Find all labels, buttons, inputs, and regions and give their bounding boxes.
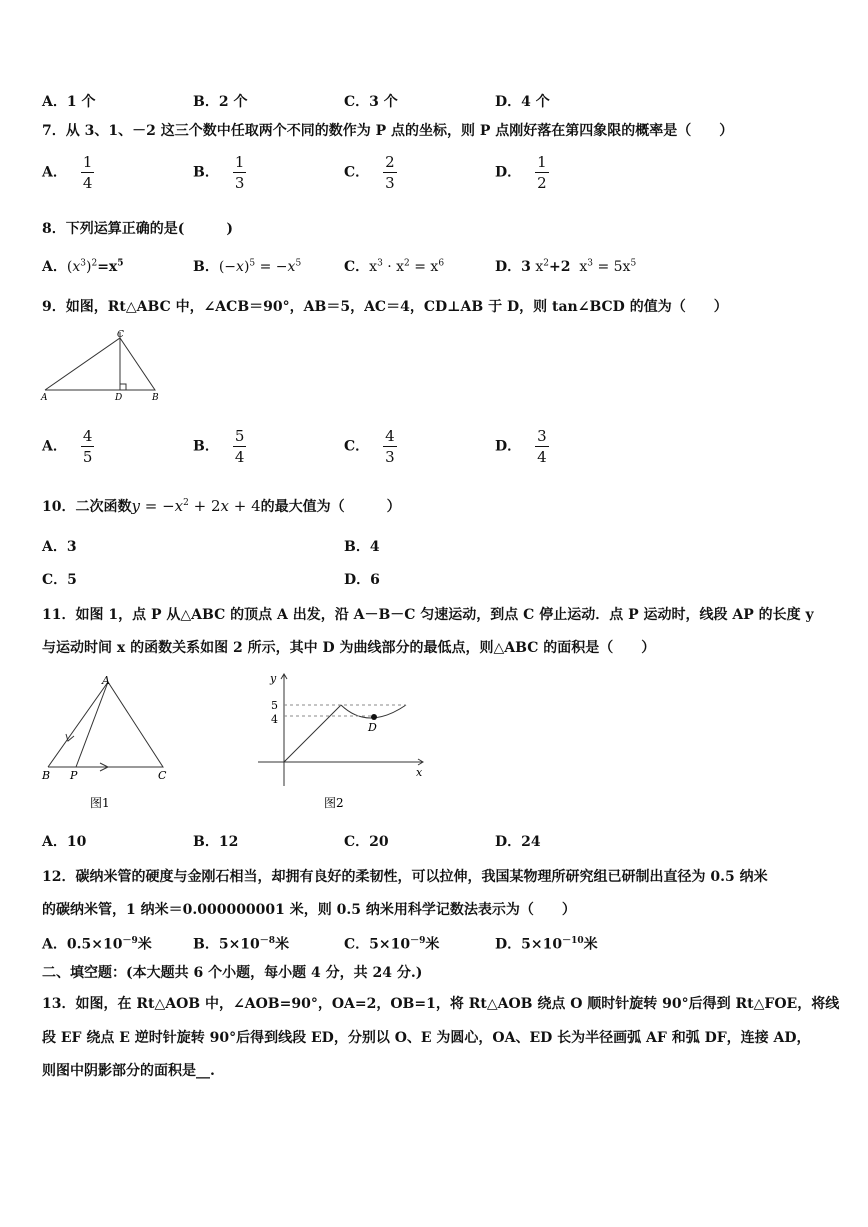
q10-option-c: C．5 bbox=[42, 572, 77, 588]
label-y: y bbox=[270, 672, 277, 685]
q10-option-d: D．6 bbox=[344, 572, 380, 588]
q12-text-line2: 的碳纳米管，1 纳米＝0.000000001 米，则 0.5 纳米用科学记数法表示为（ ） bbox=[42, 902, 576, 918]
q13-text-line1: 13．如图，在 Rt△AOB 中，∠AOB=90°，OA=2，OB=1，将 Rt△AOB 绕点 O 顺时针旋转 90°后得到 Rt△FOE，将线 bbox=[42, 996, 840, 1012]
label-c: C bbox=[117, 330, 124, 340]
q6-option-c: C．3 个 bbox=[344, 94, 398, 110]
label-p: P bbox=[70, 769, 78, 782]
q9-figure-triangle bbox=[40, 328, 165, 404]
q12-option-c: C．$5\times 10^{-9}$米 bbox=[344, 936, 440, 953]
segment-ap bbox=[76, 682, 108, 767]
q8-text: 8．下列运算正确的是( ) bbox=[42, 221, 233, 237]
figure1-caption: 图1 bbox=[90, 796, 110, 810]
q11-option-b: B．12 bbox=[193, 834, 239, 850]
triangle-abc bbox=[48, 682, 163, 767]
q9-text: 9．如图，Rt△ABC 中，∠ACB＝90°，AB＝5，AC＝4，CD⊥AB 于 D，则 tan∠BCD 的值为（ ） bbox=[42, 299, 728, 315]
q7-option-d: D． $\frac{1}{2}$ bbox=[495, 153, 547, 192]
q8-option-c: C．$x^3 \cdot x^2 = x^6$ bbox=[344, 258, 445, 275]
q11-figure2-graph bbox=[248, 666, 433, 812]
q10-text: 10．二次函数$y = -x^2 + 2x + 4$的最大值为（ ） bbox=[42, 497, 401, 515]
q6-option-b: B．2 个 bbox=[193, 94, 248, 110]
q6-option-a: A．1 个 bbox=[42, 94, 96, 110]
point-d bbox=[371, 714, 377, 720]
label-d: D bbox=[115, 393, 123, 403]
q7-option-c: C． $\frac{2}{3}$ bbox=[344, 153, 395, 192]
q12-option-a: A．$0.5\times 10^{-9}$米 bbox=[42, 936, 152, 953]
q11-text-line1: 11．如图 1，点 P 从△ABC 的顶点 A 出发，沿 A－B－C 匀速运动，到点 C 停止运动．点 P 运动时，线段 AP 的长度 y bbox=[42, 607, 814, 623]
q7-option-a: A． $\frac{1}{4}$ bbox=[42, 153, 93, 192]
q13-text-line2: 段 EF 绕点 E 逆时针旋转 90°后得到线段 ED，分别以 O、E 为圆心，OA、ED 长为半径画弧 AF 和弧 DF，连接 AD， bbox=[42, 1030, 811, 1046]
label-a: A bbox=[102, 674, 110, 687]
q7-option-b: B． $\frac{1}{3}$ bbox=[193, 153, 245, 192]
q11-option-c: C．20 bbox=[344, 834, 389, 850]
q9-option-d: D． $\frac{3}{4}$ bbox=[495, 427, 547, 466]
right-angle-mark bbox=[120, 384, 126, 390]
q9-option-b: B． $\frac{5}{4}$ bbox=[193, 427, 245, 466]
q11-option-a: A．10 bbox=[42, 834, 87, 850]
label-b: B bbox=[42, 769, 51, 782]
label-x: x bbox=[416, 766, 423, 779]
q8-option-b: B．$(-x)^5 = -x^5$ bbox=[193, 258, 302, 275]
q11-option-d: D．24 bbox=[495, 834, 541, 850]
label-c: C bbox=[158, 769, 167, 782]
q10-option-b: B．4 bbox=[344, 539, 380, 555]
q11-figure1-triangle bbox=[38, 672, 178, 812]
q12-text-line1: 12．碳纳米管的硬度与金刚石相当，却拥有良好的柔韧性，可以拉伸，我国某物理所研究组已研制出直径为 0.5 纳米 bbox=[42, 869, 768, 885]
q11-text-line2: 与运动时间 x 的函数关系如图 2 所示，其中 D 为曲线部分的最低点，则△ABC 的面积是（ ） bbox=[42, 640, 656, 656]
q13-text-line3: 则图中阴影部分的面积是__. bbox=[42, 1063, 215, 1079]
q9-option-c: C． $\frac{4}{3}$ bbox=[344, 427, 395, 466]
triangle-abc bbox=[45, 338, 155, 390]
q6-option-d: D．4 个 bbox=[495, 94, 550, 110]
q9-option-a: A． $\frac{4}{5}$ bbox=[42, 427, 93, 466]
section-2-heading: 二、填空题：(本大题共 6 个小题，每小题 4 分，共 24 分.) bbox=[42, 965, 423, 981]
label-d: D bbox=[368, 721, 377, 734]
q12-option-d: D．$5\times 10^{-10}$米 bbox=[495, 936, 598, 953]
label-a: A bbox=[41, 393, 48, 403]
label-b: B bbox=[152, 393, 159, 403]
q10-option-a: A．3 bbox=[42, 539, 77, 555]
tick-5: 5 bbox=[271, 699, 278, 712]
figure2-caption: 图2 bbox=[324, 796, 344, 810]
tick-4: 4 bbox=[271, 713, 278, 726]
q12-option-b: B．$5\times 10^{-8}$米 bbox=[193, 936, 290, 953]
q8-option-d: D．3 $x^2+2$ $x^3 = 5x^5$ bbox=[495, 258, 637, 275]
line-segment bbox=[284, 705, 341, 762]
q7-text: 7．从 3、1、－2 这三个数中任取两个不同的数作为 P 点的坐标，则 P 点刚好落在第四象限的概率是（ ） bbox=[42, 123, 734, 139]
q8-option-a: A．$(x^3)^2=x^5$ bbox=[42, 258, 124, 275]
